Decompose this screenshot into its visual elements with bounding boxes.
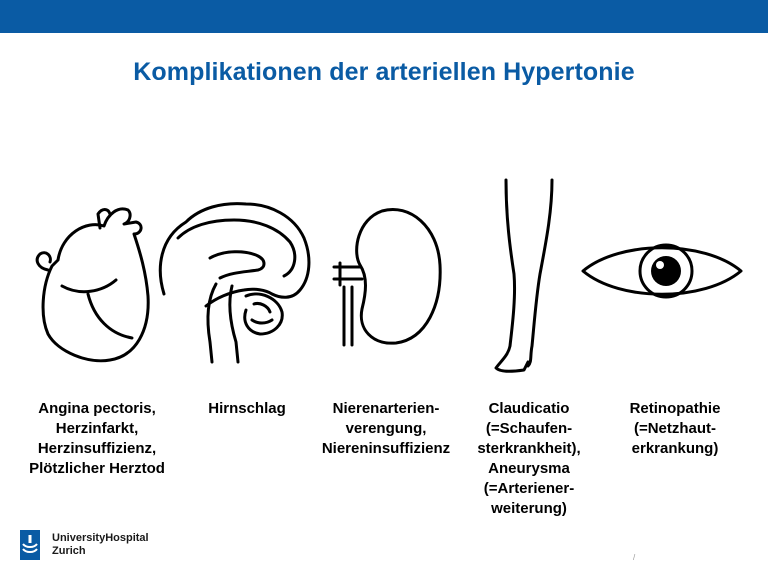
eye-icon bbox=[580, 234, 744, 308]
header-bar bbox=[0, 0, 768, 33]
caption-heart: Angina pectoris, Herzinfarkt, Herzinsuffizienz, Plötzlicher Herztod bbox=[29, 400, 165, 477]
caption-eye: Retinopathie (=Netzhaut- erkrankung) bbox=[629, 400, 721, 457]
caption-brain: Hirnschlag bbox=[208, 400, 286, 417]
brain-icon bbox=[150, 198, 315, 368]
university-hospital-logo-icon bbox=[20, 530, 40, 560]
slide-title: Komplikationen der arteriellen Hypertonie bbox=[133, 58, 635, 86]
leg-icon bbox=[490, 178, 560, 378]
page-marker: / bbox=[633, 553, 636, 562]
caption-kidney: Nierenarterien- verengung, Niereninsuffizienz bbox=[321, 400, 451, 457]
kidney-icon bbox=[330, 205, 450, 365]
hospital-logo bbox=[20, 530, 149, 560]
logo-line-1: UniversityHospital bbox=[52, 532, 149, 544]
logo-line-2: Zurich bbox=[52, 545, 86, 557]
caption-leg: Claudicatio (=Schaufen- sterkrankheit), Aneurysma (=Arteriener- weiterung) bbox=[477, 400, 581, 517]
heart-icon bbox=[28, 200, 168, 370]
illustrations bbox=[0, 170, 768, 380]
logo-text bbox=[52, 532, 149, 558]
